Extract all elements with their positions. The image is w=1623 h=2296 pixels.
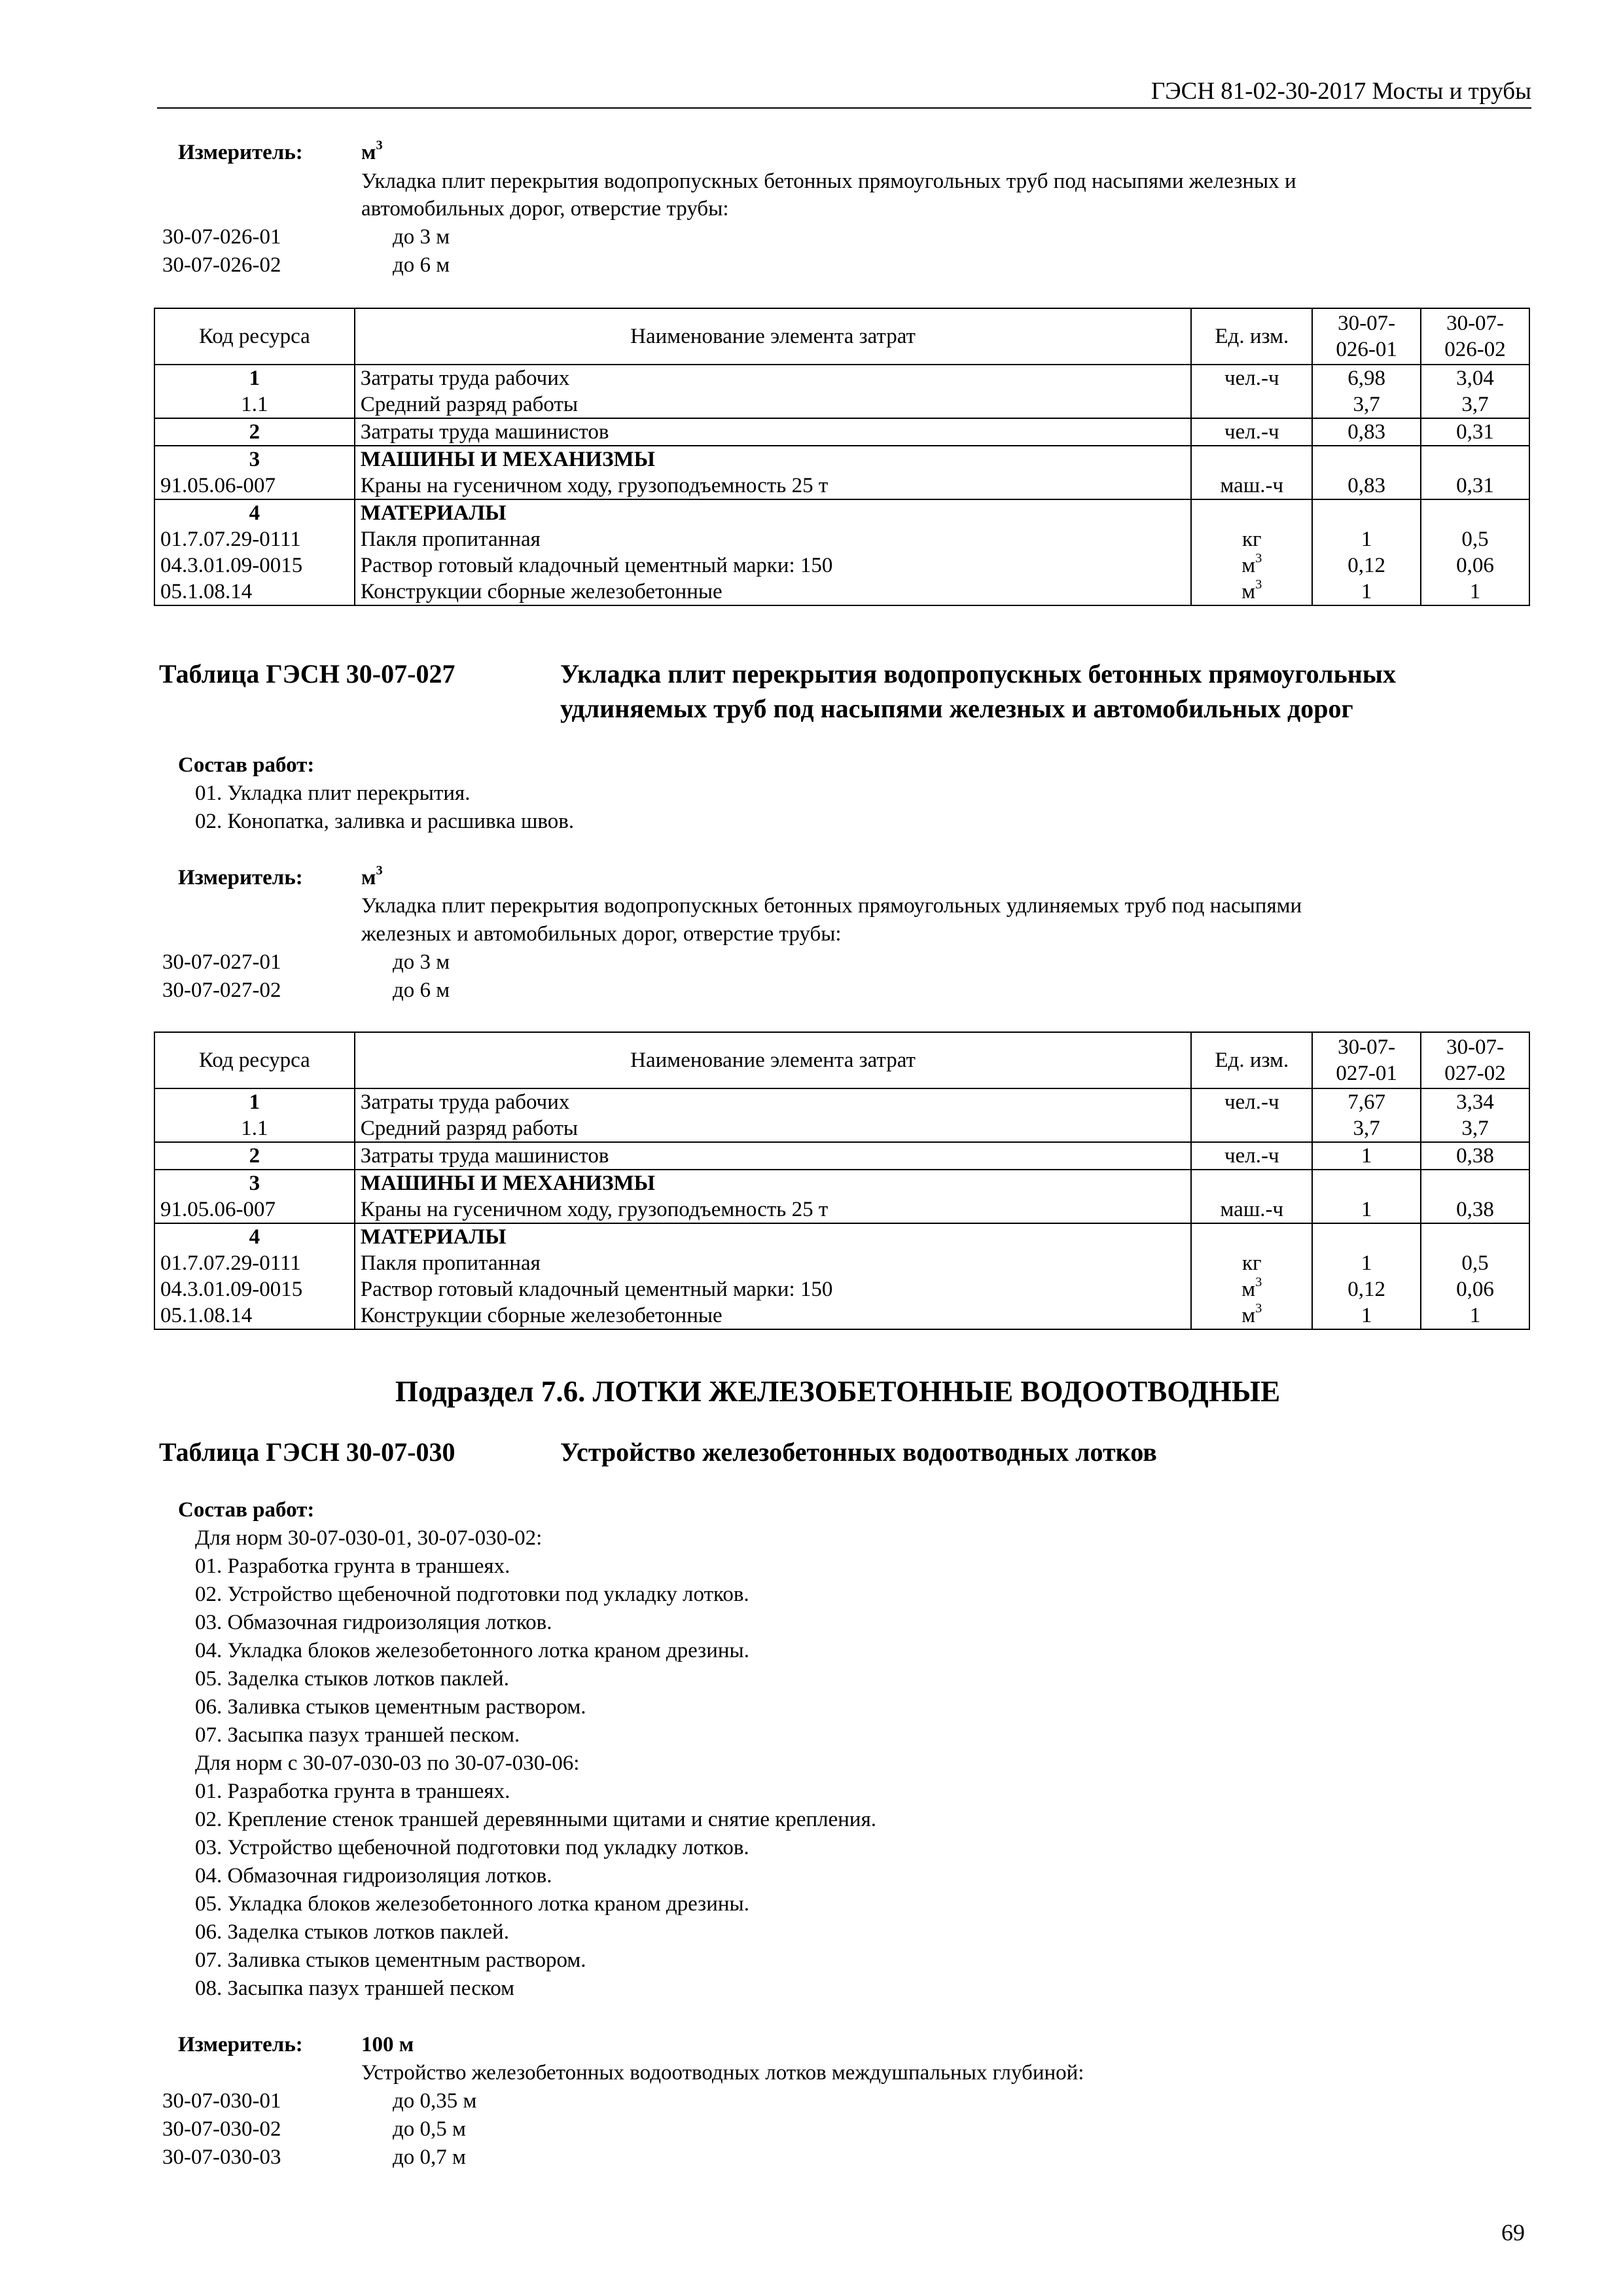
meter-label: Измеритель:: [178, 2033, 303, 2056]
resource-table: [154, 308, 1530, 606]
table-row: 01.7.07.29-0111 Пакля пропитанная кг 1 0,5: [154, 1250, 1529, 1276]
table-row: 04.3.01.09-0015 Раствор готовый кладочный цементный марки: 150 $м^3$ 0,12 0,06: [154, 552, 1529, 579]
work-item: 08. Засыпка пазух траншей песком: [195, 1977, 514, 2000]
work-item: 05. Укладка блоков железобетонного лотка краном дрезины.: [195, 1892, 749, 1916]
table-header-norm: 30-07- 026-02: [1421, 308, 1529, 365]
meter-description-line: автомобильных дорог, отверстие трубы:: [361, 197, 729, 221]
norm-code: 30-07-030-02: [162, 2117, 281, 2141]
work-item: 06. Заделка стыков лотков паклей.: [195, 1920, 509, 1944]
work-item: 01. Разработка грунта в траншеях.: [195, 1554, 510, 1578]
works-label: Состав работ:: [178, 1498, 315, 1522]
norm-code: 30-07-027-02: [162, 978, 281, 1002]
table-row: 3 МАШИНЫ И МЕХАНИЗМЫ: [154, 1170, 1529, 1196]
works-label: Состав работ:: [178, 753, 315, 777]
table-header-code: Код ресурса: [154, 1032, 355, 1088]
running-header: ГЭСН 81-02-30-2017 Мосты и трубы: [1150, 78, 1531, 105]
table-row: 1.1 Средний разряд работы 3,7 3,7: [154, 1115, 1529, 1142]
work-item: 02. Устройство щебеночной подготовки под укладку лотков.: [195, 1583, 749, 1606]
work-item: 04. Обмазочная гидроизоляция лотков.: [195, 1864, 552, 1888]
norm-code: 30-07-030-01: [162, 2089, 281, 2113]
table-label: Таблица ГЭСН 30-07-027: [159, 659, 455, 689]
norm-code-text: до 0,7 м: [393, 2145, 466, 2169]
meter-label: Измеритель:: [178, 141, 303, 164]
work-item: 02. Конопатка, заливка и расшивка швов.: [195, 810, 575, 833]
norm-code-text: до 3 м: [393, 950, 450, 974]
table-row: 1 Затраты труда рабочих чел.-ч 7,67 3,34: [154, 1088, 1529, 1115]
table-header-code: Код ресурса: [154, 308, 355, 365]
table-label: Таблица ГЭСН 30-07-030: [159, 1437, 455, 1467]
work-item: 01. Разработка грунта в траншеях.: [195, 1780, 510, 1803]
meter-description-line: железных и автомобильных дорог, отверстие трубы:: [361, 922, 842, 946]
table-row: 04.3.01.09-0015 Раствор готовый кладочный цементный марки: 150 $м^3$ 0,12 0,06: [154, 1276, 1529, 1302]
meter-description-line: Устройство железобетонных водоотводных лотков междушпальных глубиной:: [361, 2061, 1084, 2085]
norm-code-text: до 3 м: [393, 225, 450, 249]
meter-unit: 100 м: [361, 2033, 414, 2056]
meter-unit: $м^3$: [361, 863, 383, 889]
table-row: 05.1.08.14 Конструкции сборные железобетонные $м^3$ 1 1: [154, 1302, 1529, 1329]
work-item: 01. Укладка плит перекрытия.: [195, 781, 471, 805]
table-row: 1.1 Средний разряд работы 3,7 3,7: [154, 391, 1529, 418]
table-title-line: удлиняемых труб под насыпями железных и автомобильных дорог: [560, 694, 1353, 723]
table-row: 91.05.06-007 Краны на гусеничном ходу, грузоподъемность 25 т маш.-ч 1 0,38: [154, 1196, 1529, 1223]
table-header-norm: 30-07- 027-01: [1312, 1032, 1421, 1088]
norm-code-text: до 0,5 м: [393, 2117, 466, 2141]
table-row: 2 Затраты труда машинистов чел.-ч 0,83 0,31: [154, 418, 1529, 446]
work-item: 05. Заделка стыков лотков паклей.: [195, 1667, 509, 1691]
table-header-name: Наименование элемента затрат: [355, 308, 1192, 365]
table-row: 01.7.07.29-0111 Пакля пропитанная кг 1 0,5: [154, 526, 1529, 552]
table-header-name: Наименование элемента затрат: [355, 1032, 1192, 1088]
norm-code: 30-07-026-02: [162, 253, 281, 277]
table-header-unit: Ед. изм.: [1191, 1032, 1312, 1088]
meter-unit: $м^3$: [361, 137, 383, 164]
work-item: 03. Обмазочная гидроизоляция лотков.: [195, 1611, 552, 1634]
table-row: 91.05.06-007 Краны на гусеничном ходу, грузоподъемность 25 т маш.-ч 0,83 0,31: [154, 473, 1529, 499]
work-item: 07. Засыпка пазух траншей песком.: [195, 1723, 520, 1747]
table-title: Устройство железобетонных водоотводных лотков: [560, 1437, 1157, 1467]
table-row: 3 МАШИНЫ И МЕХАНИЗМЫ: [154, 446, 1529, 473]
works-intro: Для норм с 30-07-030-03 по 30-07-030-06:: [195, 1751, 580, 1775]
meter-description-line: Укладка плит перекрытия водопропускных бетонных прямоугольных труб под насыпями железных и: [361, 170, 1296, 193]
works-intro: Для норм 30-07-030-01, 30-07-030-02:: [195, 1526, 543, 1550]
norm-code: 30-07-030-03: [162, 2145, 281, 2169]
work-item: 07. Заливка стыков цементным раствором.: [195, 1948, 586, 1972]
meter-label: Измеритель:: [178, 866, 303, 889]
norm-code-text: до 6 м: [393, 978, 450, 1002]
norm-code-text: до 0,35 м: [393, 2089, 477, 2113]
table-header-norm: 30-07- 026-01: [1312, 308, 1421, 365]
norm-code: 30-07-026-01: [162, 225, 281, 249]
table-row: 2 Затраты труда машинистов чел.-ч 1 0,38: [154, 1142, 1529, 1170]
work-item: 03. Устройство щебеночной подготовки под укладку лотков.: [195, 1836, 749, 1859]
table-header-norm: 30-07- 027-02: [1421, 1032, 1529, 1088]
meter-description-line: Укладка плит перекрытия водопропускных бетонных прямоугольных удлиняемых труб под насыпями: [361, 894, 1302, 918]
table-row: 1 Затраты труда рабочих чел.-ч 6,98 3,04: [154, 365, 1529, 391]
norm-code: 30-07-027-01: [162, 950, 281, 974]
work-item: 02. Крепление стенок траншей деревянными щитами и снятие крепления.: [195, 1808, 877, 1831]
table-row: 4 МАТЕРИАЛЫ: [154, 1223, 1529, 1250]
work-item: 04. Укладка блоков железобетонного лотка краном дрезины.: [195, 1639, 749, 1662]
work-item: 06. Заливка стыков цементным раствором.: [195, 1695, 586, 1719]
resource-table: [154, 1031, 1530, 1330]
table-row: 05.1.08.14 Конструкции сборные железобетонные $м^3$ 1 1: [154, 579, 1529, 605]
subsection-title: Подраздел 7.6. ЛОТКИ ЖЕЛЕЗОБЕТОННЫЕ ВОДООТВОДНЫЕ: [395, 1375, 1281, 1408]
table-header-unit: Ед. изм.: [1191, 308, 1312, 365]
header-rule: [157, 107, 1531, 109]
page-number: 69: [1501, 2219, 1525, 2246]
table-row: 4 МАТЕРИАЛЫ: [154, 499, 1529, 526]
table-title-line: Укладка плит перекрытия водопропускных бетонных прямоугольных: [560, 659, 1396, 689]
norm-code-text: до 6 м: [393, 253, 450, 277]
